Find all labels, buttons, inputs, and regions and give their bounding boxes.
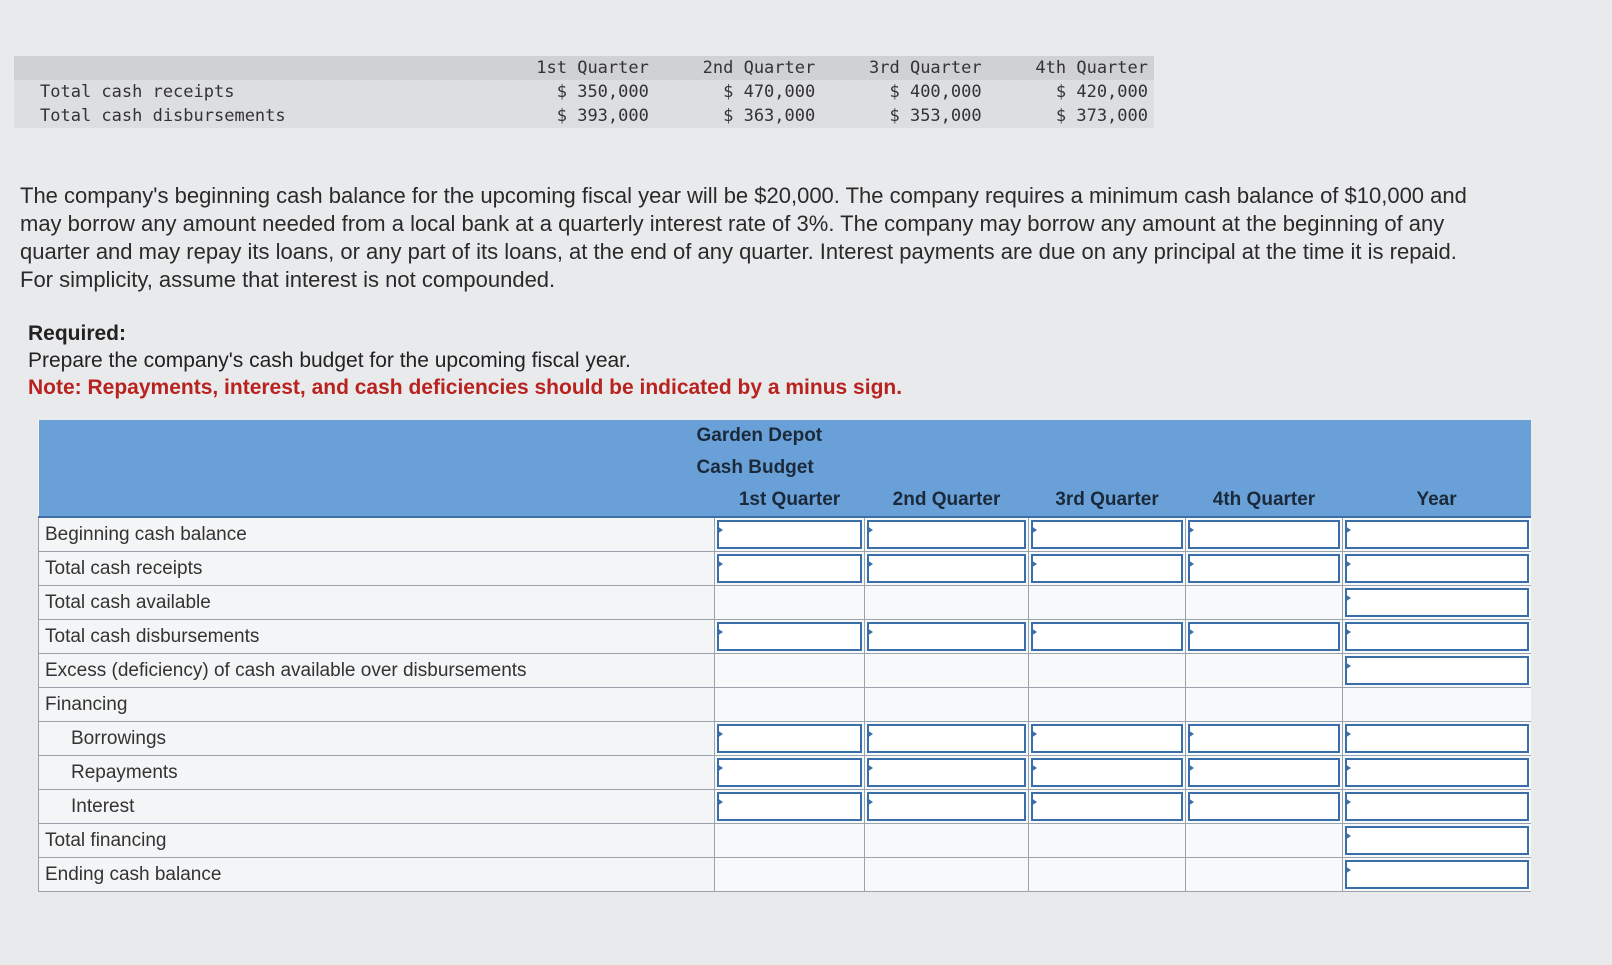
budget-col-q2: 2nd Quarter [865,484,1029,517]
budget-row [39,688,1531,722]
budget-cell [865,858,1029,892]
budget-input[interactable] [1347,522,1527,547]
budget-input[interactable] [1347,794,1527,819]
budget-input-box[interactable] [1188,520,1340,549]
budget-input-box[interactable] [867,724,1026,753]
budget-row [39,620,1531,654]
budget-row [39,586,1531,620]
budget-input[interactable] [1033,522,1181,547]
budget-input-box[interactable] [717,758,862,787]
budget-col-year: Year [1343,484,1531,517]
budget-input-box[interactable] [1345,758,1529,787]
budget-input[interactable] [869,726,1024,751]
budget-input[interactable] [1347,726,1527,751]
budget-input-box[interactable] [1188,622,1340,651]
given-row-receipts [14,80,1154,104]
budget-input-box[interactable] [1345,520,1529,549]
budget-input[interactable] [719,522,860,547]
budget-input[interactable] [1347,828,1527,853]
budget-input-box[interactable] [1031,554,1183,583]
budget-cell [715,688,865,722]
budget-column-header-row [39,484,1531,517]
budget-cell [715,586,865,620]
budget-input-box[interactable] [1031,758,1183,787]
budget-cell [865,824,1029,858]
budget-input[interactable] [869,522,1024,547]
budget-input[interactable] [719,794,860,819]
given-value: $ 373,000 [1055,106,1148,126]
given-value: $ 350,000 [556,82,649,102]
budget-input-box[interactable] [717,724,862,753]
budget-input-cell[interactable] [1186,552,1343,586]
budget-input-cell[interactable] [1029,552,1186,586]
budget-input[interactable] [1190,522,1338,547]
budget-input-cell[interactable] [1343,790,1531,824]
given-value: $ 363,000 [723,106,816,126]
budget-input[interactable] [869,556,1024,581]
budget-input-box[interactable] [867,622,1026,651]
given-value: $ 470,000 [723,82,816,102]
budget-input-box[interactable] [867,758,1026,787]
budget-col-q1: 1st Quarter [715,484,865,517]
budget-input[interactable] [719,760,860,785]
budget-input-box[interactable] [1188,724,1340,753]
budget-input-cell[interactable] [1186,620,1343,654]
budget-row-label: Interest [39,790,715,824]
budget-input-box[interactable] [717,520,862,549]
budget-input[interactable] [1033,726,1181,751]
budget-cell [865,586,1029,620]
budget-cell [1029,586,1186,620]
budget-cell [1029,688,1186,722]
budget-input[interactable] [1347,556,1527,581]
given-data-table [14,56,1154,128]
budget-input-box[interactable] [1345,792,1529,821]
given-header-row [14,56,1154,80]
budget-input[interactable] [1347,590,1527,615]
budget-input-cell[interactable] [1343,722,1531,756]
budget-input-cell[interactable] [1029,790,1186,824]
budget-input-box[interactable] [867,520,1026,549]
given-label-header [14,56,488,80]
budget-row-label: Borrowings [39,722,715,756]
budget-row-label: Total cash available [39,586,715,620]
budget-row-label: Repayments [39,756,715,790]
budget-input-box[interactable] [1031,724,1183,753]
budget-input-box[interactable] [1345,554,1529,583]
budget-input-cell[interactable] [865,517,1029,552]
budget-input[interactable] [719,556,860,581]
budget-input-box[interactable] [1188,554,1340,583]
budget-row-label: Total cash disbursements [39,620,715,654]
budget-cell [1186,858,1343,892]
budget-input-cell[interactable] [1186,517,1343,552]
given-col-q3: 3rd Quarter [869,58,982,78]
budget-cell [715,858,865,892]
budget-input-cell[interactable] [715,722,865,756]
required-section [28,320,1228,401]
budget-cell [1029,858,1186,892]
budget-input-box[interactable] [1345,826,1529,855]
budget-input[interactable] [719,726,860,751]
budget-title: Cash Budget [39,452,1531,484]
budget-input-cell[interactable] [715,517,865,552]
budget-input-cell[interactable] [865,552,1029,586]
budget-input-cell[interactable] [1343,858,1531,892]
budget-input-cell[interactable] [1186,722,1343,756]
budget-row-label: Total cash receipts [39,552,715,586]
given-row-label: Total cash disbursements [40,106,286,126]
budget-input-cell[interactable] [1343,620,1531,654]
given-value: $ 393,000 [556,106,649,126]
budget-input[interactable] [1190,794,1338,819]
required-title: Required: [28,322,127,345]
budget-row-label: Beginning cash balance [39,517,715,552]
budget-input[interactable] [1033,556,1181,581]
budget-row-label: Financing [39,688,715,722]
budget-input[interactable] [1190,624,1338,649]
budget-input-cell[interactable] [865,620,1029,654]
budget-input-box[interactable] [867,792,1026,821]
given-value: $ 420,000 [1055,82,1148,102]
budget-cell [1186,586,1343,620]
given-value: $ 400,000 [889,82,982,102]
budget-row [39,722,1531,756]
budget-input[interactable] [719,624,860,649]
budget-row-label: Ending cash balance [39,858,715,892]
budget-input-box[interactable] [1031,622,1183,651]
budget-cell [865,654,1029,688]
budget-input-cell[interactable] [1029,756,1186,790]
required-note: Note: Repayments, interest, and cash deficiencies should be indicated by a minus sign. [28,376,903,399]
budget-input[interactable] [1190,556,1338,581]
budget-input-box[interactable] [1345,622,1529,651]
budget-body [39,517,1531,892]
budget-input[interactable] [869,760,1024,785]
budget-row [39,654,1531,688]
budget-input-box[interactable] [1188,792,1340,821]
budget-row [39,790,1531,824]
budget-input[interactable] [869,624,1024,649]
budget-row [39,824,1531,858]
budget-input-box[interactable] [1345,724,1529,753]
budget-row [39,517,1531,552]
budget-input-box[interactable] [1345,656,1529,685]
given-col-q1: 1st Quarter [536,58,649,78]
budget-input-cell[interactable] [715,790,865,824]
budget-cell [715,824,865,858]
budget-input[interactable] [1347,658,1527,683]
budget-company-name: Garden Depot [39,420,1531,452]
budget-input-cell[interactable] [1029,620,1186,654]
budget-input-box[interactable] [1345,860,1529,889]
budget-input[interactable] [1347,862,1527,887]
budget-input-cell[interactable] [1343,756,1531,790]
given-value: $ 353,000 [889,106,982,126]
budget-input[interactable] [1033,794,1181,819]
budget-input-box[interactable] [1031,792,1183,821]
budget-input[interactable] [1033,624,1181,649]
required-instruction: Prepare the company's cash budget for the upcoming fiscal year. [28,349,631,372]
budget-input-cell[interactable] [1186,790,1343,824]
budget-input-cell[interactable] [715,756,865,790]
given-col-q4: 4th Quarter [1035,58,1148,78]
budget-input[interactable] [1190,726,1338,751]
cash-budget-worksheet [38,420,1530,892]
budget-input-cell[interactable] [1343,824,1531,858]
budget-input-cell[interactable] [1343,517,1531,552]
budget-input[interactable] [869,794,1024,819]
budget-row [39,858,1531,892]
budget-input[interactable] [1347,760,1527,785]
budget-input-cell[interactable] [1343,586,1531,620]
budget-cell [1186,688,1343,722]
budget-input-cell[interactable] [1343,552,1531,586]
given-row-disbursements [14,104,1154,128]
budget-cell [865,688,1029,722]
budget-input-box[interactable] [1345,588,1529,617]
budget-input-cell[interactable] [715,620,865,654]
budget-input[interactable] [1033,760,1181,785]
budget-input-box[interactable] [1031,520,1183,549]
budget-input-cell[interactable] [1029,722,1186,756]
budget-row-label: Total financing [39,824,715,858]
budget-input-box[interactable] [717,554,862,583]
budget-row-label: Excess (deficiency) of cash available over disbursements [39,654,715,688]
budget-col-q4: 4th Quarter [1186,484,1343,517]
budget-input-cell[interactable] [1186,756,1343,790]
budget-input-box[interactable] [717,792,862,821]
budget-col-q3: 3rd Quarter [1029,484,1186,517]
given-row-label: Total cash receipts [40,82,235,102]
budget-input-cell[interactable] [715,552,865,586]
budget-input-cell[interactable] [1029,517,1186,552]
budget-company-row [39,420,1531,452]
budget-input[interactable] [1347,624,1527,649]
budget-input-cell[interactable] [1343,654,1531,688]
budget-cell [1343,688,1531,722]
budget-input-box[interactable] [1188,758,1340,787]
budget-input-box[interactable] [717,622,862,651]
budget-cell [1186,654,1343,688]
budget-input-box[interactable] [867,554,1026,583]
budget-cell [1029,824,1186,858]
budget-cell [715,654,865,688]
given-col-q2: 2nd Quarter [702,58,816,78]
budget-row [39,552,1531,586]
budget-title-row [39,452,1531,484]
budget-input-cell[interactable] [865,790,1029,824]
budget-input-cell[interactable] [865,756,1029,790]
budget-input-cell[interactable] [865,722,1029,756]
budget-row [39,756,1531,790]
problem-text: The company's beginning cash balance for the upcoming fiscal year will be $20,000. The company requires a minimum cash balance of $10,000 and may borrow any amount needed from a local bank at a quarterly interest rate of 3%. The company may borrow any amount at the beginning of any quarter and may repay its loans, or any part of its loans, at the end of any quarter. Interest payments are due on any principal at the time it is repaid. For simplicity, assume that interest is not compounded. [20,183,1467,292]
budget-label-header [39,484,715,517]
budget-cell [1029,654,1186,688]
budget-cell [1186,824,1343,858]
budget-input[interactable] [1190,760,1338,785]
